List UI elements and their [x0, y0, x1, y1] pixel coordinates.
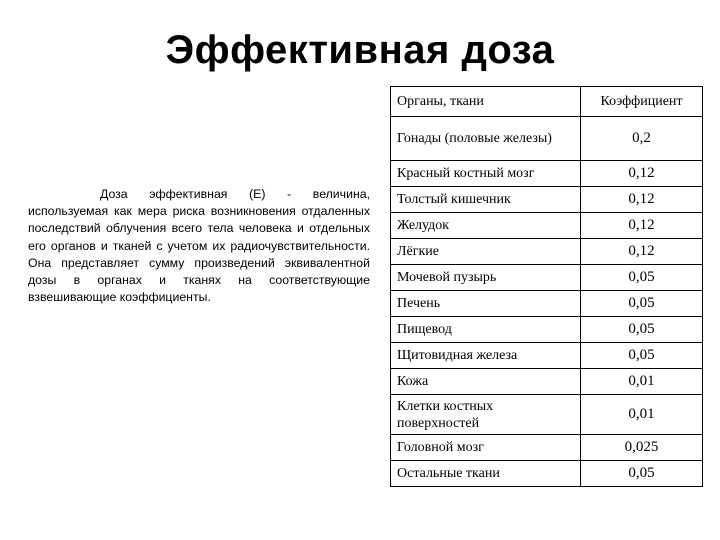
table-row	[391, 291, 703, 317]
organ-cell: Кожа	[391, 369, 581, 395]
coefficient-cell: 0,05	[581, 265, 703, 291]
table-row	[391, 161, 703, 187]
table-row	[391, 117, 703, 161]
coefficient-cell: 0,025	[581, 435, 703, 461]
table-row	[391, 265, 703, 291]
coefficient-cell: 0,2	[581, 117, 703, 161]
table-row	[391, 343, 703, 369]
organ-cell: Красный костный мозг	[391, 161, 581, 187]
table-row	[391, 369, 703, 395]
organ-cell: Щитовидная железа	[391, 343, 581, 369]
weighting-coefficients-table	[390, 86, 703, 487]
organ-cell: Пищевод	[391, 317, 581, 343]
organ-cell: Клетки костных поверхностей	[391, 395, 581, 435]
coefficient-cell: 0,05	[581, 461, 703, 487]
table-row	[391, 435, 703, 461]
coefficient-cell: 0,12	[581, 213, 703, 239]
organ-cell: Гонады (половые железы)	[391, 117, 581, 161]
table-row	[391, 395, 703, 435]
organ-cell: Печень	[391, 291, 581, 317]
table-row	[391, 213, 703, 239]
coefficient-cell: 0,05	[581, 343, 703, 369]
table-row	[391, 187, 703, 213]
header-organs: Органы, ткани	[391, 87, 581, 117]
page-title: Эффективная доза	[165, 28, 555, 72]
coefficient-cell: 0,01	[581, 369, 703, 395]
table-row	[391, 239, 703, 265]
coefficient-cell: 0,05	[581, 317, 703, 343]
header-coefficient: Коэффициент	[581, 87, 703, 117]
coefficient-cell: 0,12	[581, 187, 703, 213]
organ-cell: Толстый кишечник	[391, 187, 581, 213]
organ-cell: Остальные ткани	[391, 461, 581, 487]
table-row	[391, 461, 703, 487]
coefficient-cell: 0,05	[581, 291, 703, 317]
organ-cell: Лёгкие	[391, 239, 581, 265]
coefficient-cell: 0,12	[581, 239, 703, 265]
coefficient-cell: 0,12	[581, 161, 703, 187]
table-row	[391, 317, 703, 343]
organ-cell: Мочевой пузырь	[391, 265, 581, 291]
table-header-row	[391, 87, 703, 117]
organ-cell: Желудок	[391, 213, 581, 239]
description-text: Доза эффективная (Е) - величина, используемая как мера риска возникновения отдаленных последствий облучения всего тела человека и отдельных его органов и тканей с учетом их радиочувствительности. Она представляет сумму произведений эквивалентной дозы в органах и тканях на соответствующие взвешивающие коэффициенты.	[28, 187, 370, 305]
organ-cell: Головной мозг	[391, 435, 581, 461]
coefficient-cell: 0,01	[581, 395, 703, 435]
